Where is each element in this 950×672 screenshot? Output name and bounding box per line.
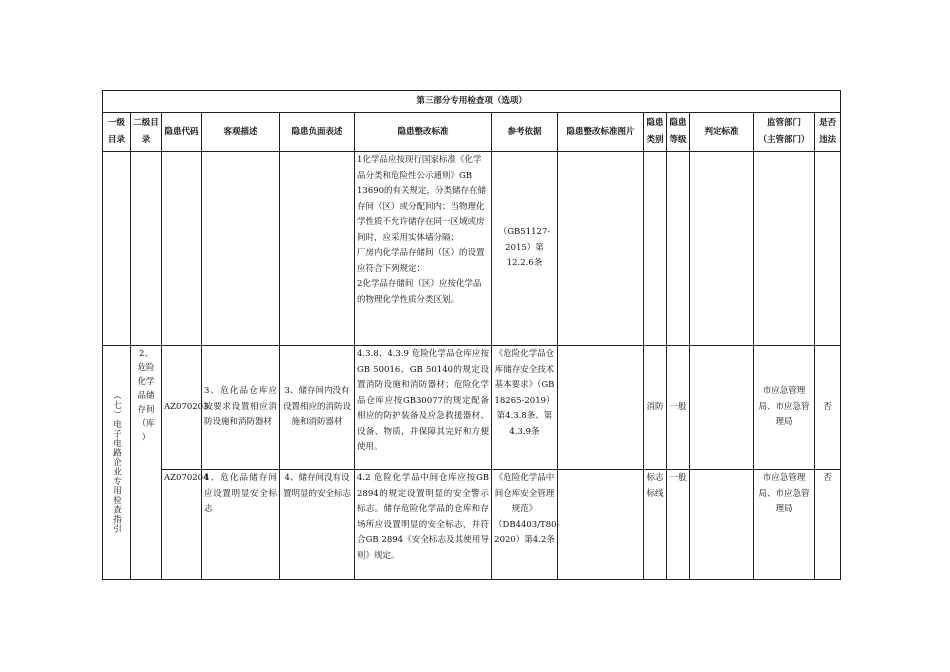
cell-level1 [103,346,131,580]
cell-code: AZ070204 [162,470,202,580]
cell-code-empty [162,152,202,346]
header-images: 隐患整改标准图片 [558,113,644,152]
cell-level2-empty [131,152,162,346]
cell-illegal: 否 [815,346,841,470]
table-row [103,346,841,470]
header-dept: 监管部门 （主管部门） [754,113,815,152]
cell-level1-empty [103,152,131,346]
header-level2: 二级目 录 [131,113,162,152]
cell-dept: 市应急管理局、市应急管理局 [754,470,815,580]
cell-standard: 4.3.8、4.3.9 危险化学品仓库应按GB 50016、GB 50140的规定设置消防设施和消防器材；危险化学品仓库应按GB30077的规定配备相应的防护装备及应急救援器材、设备、物质，并保障其完好和方便使用。 [355,346,492,470]
cell-criteria [690,346,754,470]
cell-criteria [690,470,754,580]
inspection-table [102,90,841,580]
header-objective: 客观描述 [202,113,280,152]
header-standard: 隐患整改标准 [355,113,492,152]
cell-category [644,152,667,346]
cell-objective-empty [202,152,280,346]
level1-label: （七）电子电路企业专用检查指引 [111,391,122,534]
header-code: 隐患代码 [162,113,202,152]
cell-basis: 《危险化学品中间仓库安全管理规范》（DB4403/T80-2020）第4.2条 [492,470,558,580]
cell-negative-empty [280,152,355,346]
header-illegal: 是否 违法 [815,113,841,152]
cell-category: 标志 标线 [644,470,667,580]
cell-category: 消防 [644,346,667,470]
cell-images [558,152,644,346]
cell-grade [667,152,690,346]
cell-objective: 4、危化品储存间应设置明显安全标志 [202,470,280,580]
table-row [103,470,841,580]
table-title: 第三部分专用检查项（选项） [103,91,841,113]
cell-grade: 一般 [667,346,690,470]
cell-criteria [690,152,754,346]
title-row [103,91,841,113]
cell-objective: 3、危化品仓库应按要求设置相应消防设施和消防器材 [202,346,280,470]
cell-images [558,470,644,580]
header-row [103,113,841,152]
cell-negative: 4、储存间没有设置明显的安全标志 [280,470,355,580]
cell-basis: （GB51127- 2015）第 12.2.6条 [492,152,558,346]
header-basis: 参考依据 [492,113,558,152]
cell-standard: 1化学品应按现行国家标准《化学品分类和危险性公示通则》GB 13690的有关规定，分类储存在储存间（区）或分配间内；当物理化学性质不允许储存在同一区域或房间时，应采用实体墙分隔； 厂房内化学品存储间（区）的设置应符合下列规定： 2化学品存储间（区）应按化学品的物理化学性质分类区划。 [355,152,492,346]
header-category: 隐患 类别 [644,113,667,152]
cell-standard: 4.2 危险化学品中间仓库应按GB 2894的规定设置明显的安全警示标志。储存危险化学品的仓库和存场所应设置明显的安全标志，并符合GB 2894《安全标志及其使用导则》规定。 [355,470,492,580]
cell-dept: 市应急管理局、市应急管理局 [754,346,815,470]
cell-illegal [815,152,841,346]
table-row [103,152,841,346]
header-grade: 隐患 等级 [667,113,690,152]
cell-images [558,346,644,470]
header-negative: 隐患负面表述 [280,113,355,152]
cell-negative: 3、储存间内没有设置相应的消防设施和消防器材 [280,346,355,470]
cell-illegal: 否 [815,470,841,580]
cell-code: AZ070203 [162,346,202,470]
cell-dept [754,152,815,346]
cell-basis: 《危险化学品仓库储存安全技术基本要求》（GB 18265-2019）第4.3.8条、第4.3.9条 [492,346,558,470]
header-criteria: 判定标准 [690,113,754,152]
cell-grade: 一般 [667,470,690,580]
cell-level2: 2、 危险 化学 品储 存间 （库 ） [131,346,162,580]
header-level1: 一级 目录 [103,113,131,152]
